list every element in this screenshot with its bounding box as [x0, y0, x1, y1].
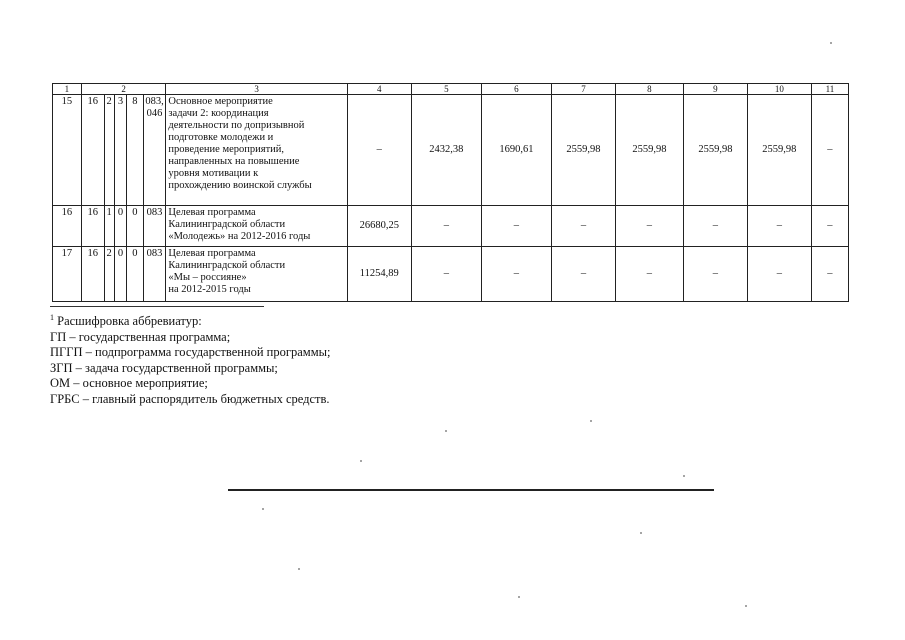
value-cell: – — [615, 206, 683, 247]
code-cell: 1 — [104, 206, 114, 247]
value-cell: 2432,38 — [411, 95, 481, 206]
value-cell: – — [551, 247, 615, 302]
value-cell: – — [615, 247, 683, 302]
value-cell: – — [551, 206, 615, 247]
row-number: 17 — [53, 247, 82, 302]
code-cell: 16 — [81, 206, 104, 247]
code-cell: 2 — [104, 95, 114, 206]
value-cell: – — [411, 247, 481, 302]
header-cell: 4 — [347, 84, 411, 95]
footnote-line: ГП – государственная программа; — [50, 329, 231, 344]
description-cell: Основное мероприятие задачи 2: координация деятельности по допризывной подготовке молодежи и проведение мероприятий, направленных на повышение уровня мотивации к прохождению воинской службы — [166, 95, 347, 206]
code-cell: 16 — [81, 95, 104, 206]
scan-speck — [262, 508, 264, 510]
header-row — [53, 84, 849, 95]
value-cell: 26680,25 — [347, 206, 411, 247]
table-row — [53, 247, 849, 302]
footnote-marker: 1 — [50, 312, 54, 322]
value-cell: – — [683, 206, 747, 247]
description-cell: Целевая программа Калининградской области «Молодежь» на 2012-2016 годы — [166, 206, 347, 247]
row-number: 16 — [53, 206, 82, 247]
footnote-line: ГРБС – главный распорядитель бюджетных средств. — [50, 391, 330, 406]
code-cell: 0 — [114, 247, 126, 302]
scan-speck — [590, 420, 592, 422]
value-cell: – — [747, 247, 811, 302]
code-cell: 16 — [81, 247, 104, 302]
code-cell: 0 — [127, 247, 143, 302]
value-cell: 2559,98 — [683, 95, 747, 206]
value-cell: 1690,61 — [481, 95, 551, 206]
value-cell: – — [747, 206, 811, 247]
value-cell: – — [811, 206, 848, 247]
code-cell: 0 — [114, 206, 126, 247]
footnote-divider — [50, 306, 264, 307]
budget-table — [52, 83, 849, 302]
value-cell: – — [481, 247, 551, 302]
footnote-line: ЗГП – задача государственной программы; — [50, 360, 278, 375]
scan-speck — [745, 605, 747, 607]
value-cell: – — [347, 95, 411, 206]
header-cell: 5 — [411, 84, 481, 95]
bottom-divider — [228, 489, 714, 491]
value-cell: 11254,89 — [347, 247, 411, 302]
header-cell: 2 — [81, 84, 166, 95]
table-row — [53, 95, 849, 206]
scan-speck — [360, 460, 362, 462]
code-cell: 8 — [127, 95, 143, 206]
scan-speck — [830, 42, 832, 44]
footnote-line: ОМ – основное мероприятие; — [50, 376, 208, 390]
header-cell: 1 — [53, 84, 82, 95]
scan-speck — [298, 568, 300, 570]
footnote-title-text: Расшифровка аббревиатур: — [54, 314, 202, 328]
footnote-line: ПГГП – подпрограмма государственной программы; — [50, 345, 331, 359]
header-cell: 10 — [747, 84, 811, 95]
table-row — [53, 206, 849, 247]
value-cell: 2559,98 — [551, 95, 615, 206]
row-number: 15 — [53, 95, 82, 206]
description-cell: Целевая программа Калининградской области «Мы – россияне» на 2012-2015 годы — [166, 247, 347, 302]
header-cell: 8 — [615, 84, 683, 95]
code-cell: 3 — [114, 95, 126, 206]
value-cell: – — [811, 247, 848, 302]
header-cell: 11 — [811, 84, 848, 95]
code-cell: 083 — [143, 247, 166, 302]
header-cell: 3 — [166, 84, 347, 95]
code-cell: 083 — [143, 206, 166, 247]
code-cell: 2 — [104, 247, 114, 302]
value-cell: 2559,98 — [615, 95, 683, 206]
scan-speck — [518, 596, 520, 598]
scan-speck — [445, 430, 447, 432]
value-cell: – — [481, 206, 551, 247]
scan-speck — [640, 532, 642, 534]
value-cell: – — [683, 247, 747, 302]
value-cell: – — [411, 206, 481, 247]
footnote-title — [50, 314, 331, 330]
footnotes — [50, 314, 331, 407]
value-cell: – — [811, 95, 848, 206]
header-cell: 6 — [481, 84, 551, 95]
value-cell: 2559,98 — [747, 95, 811, 206]
header-cell: 7 — [551, 84, 615, 95]
code-cell: 083, 046 — [143, 95, 166, 206]
scan-speck — [683, 475, 685, 477]
code-cell: 0 — [127, 206, 143, 247]
header-cell: 9 — [683, 84, 747, 95]
